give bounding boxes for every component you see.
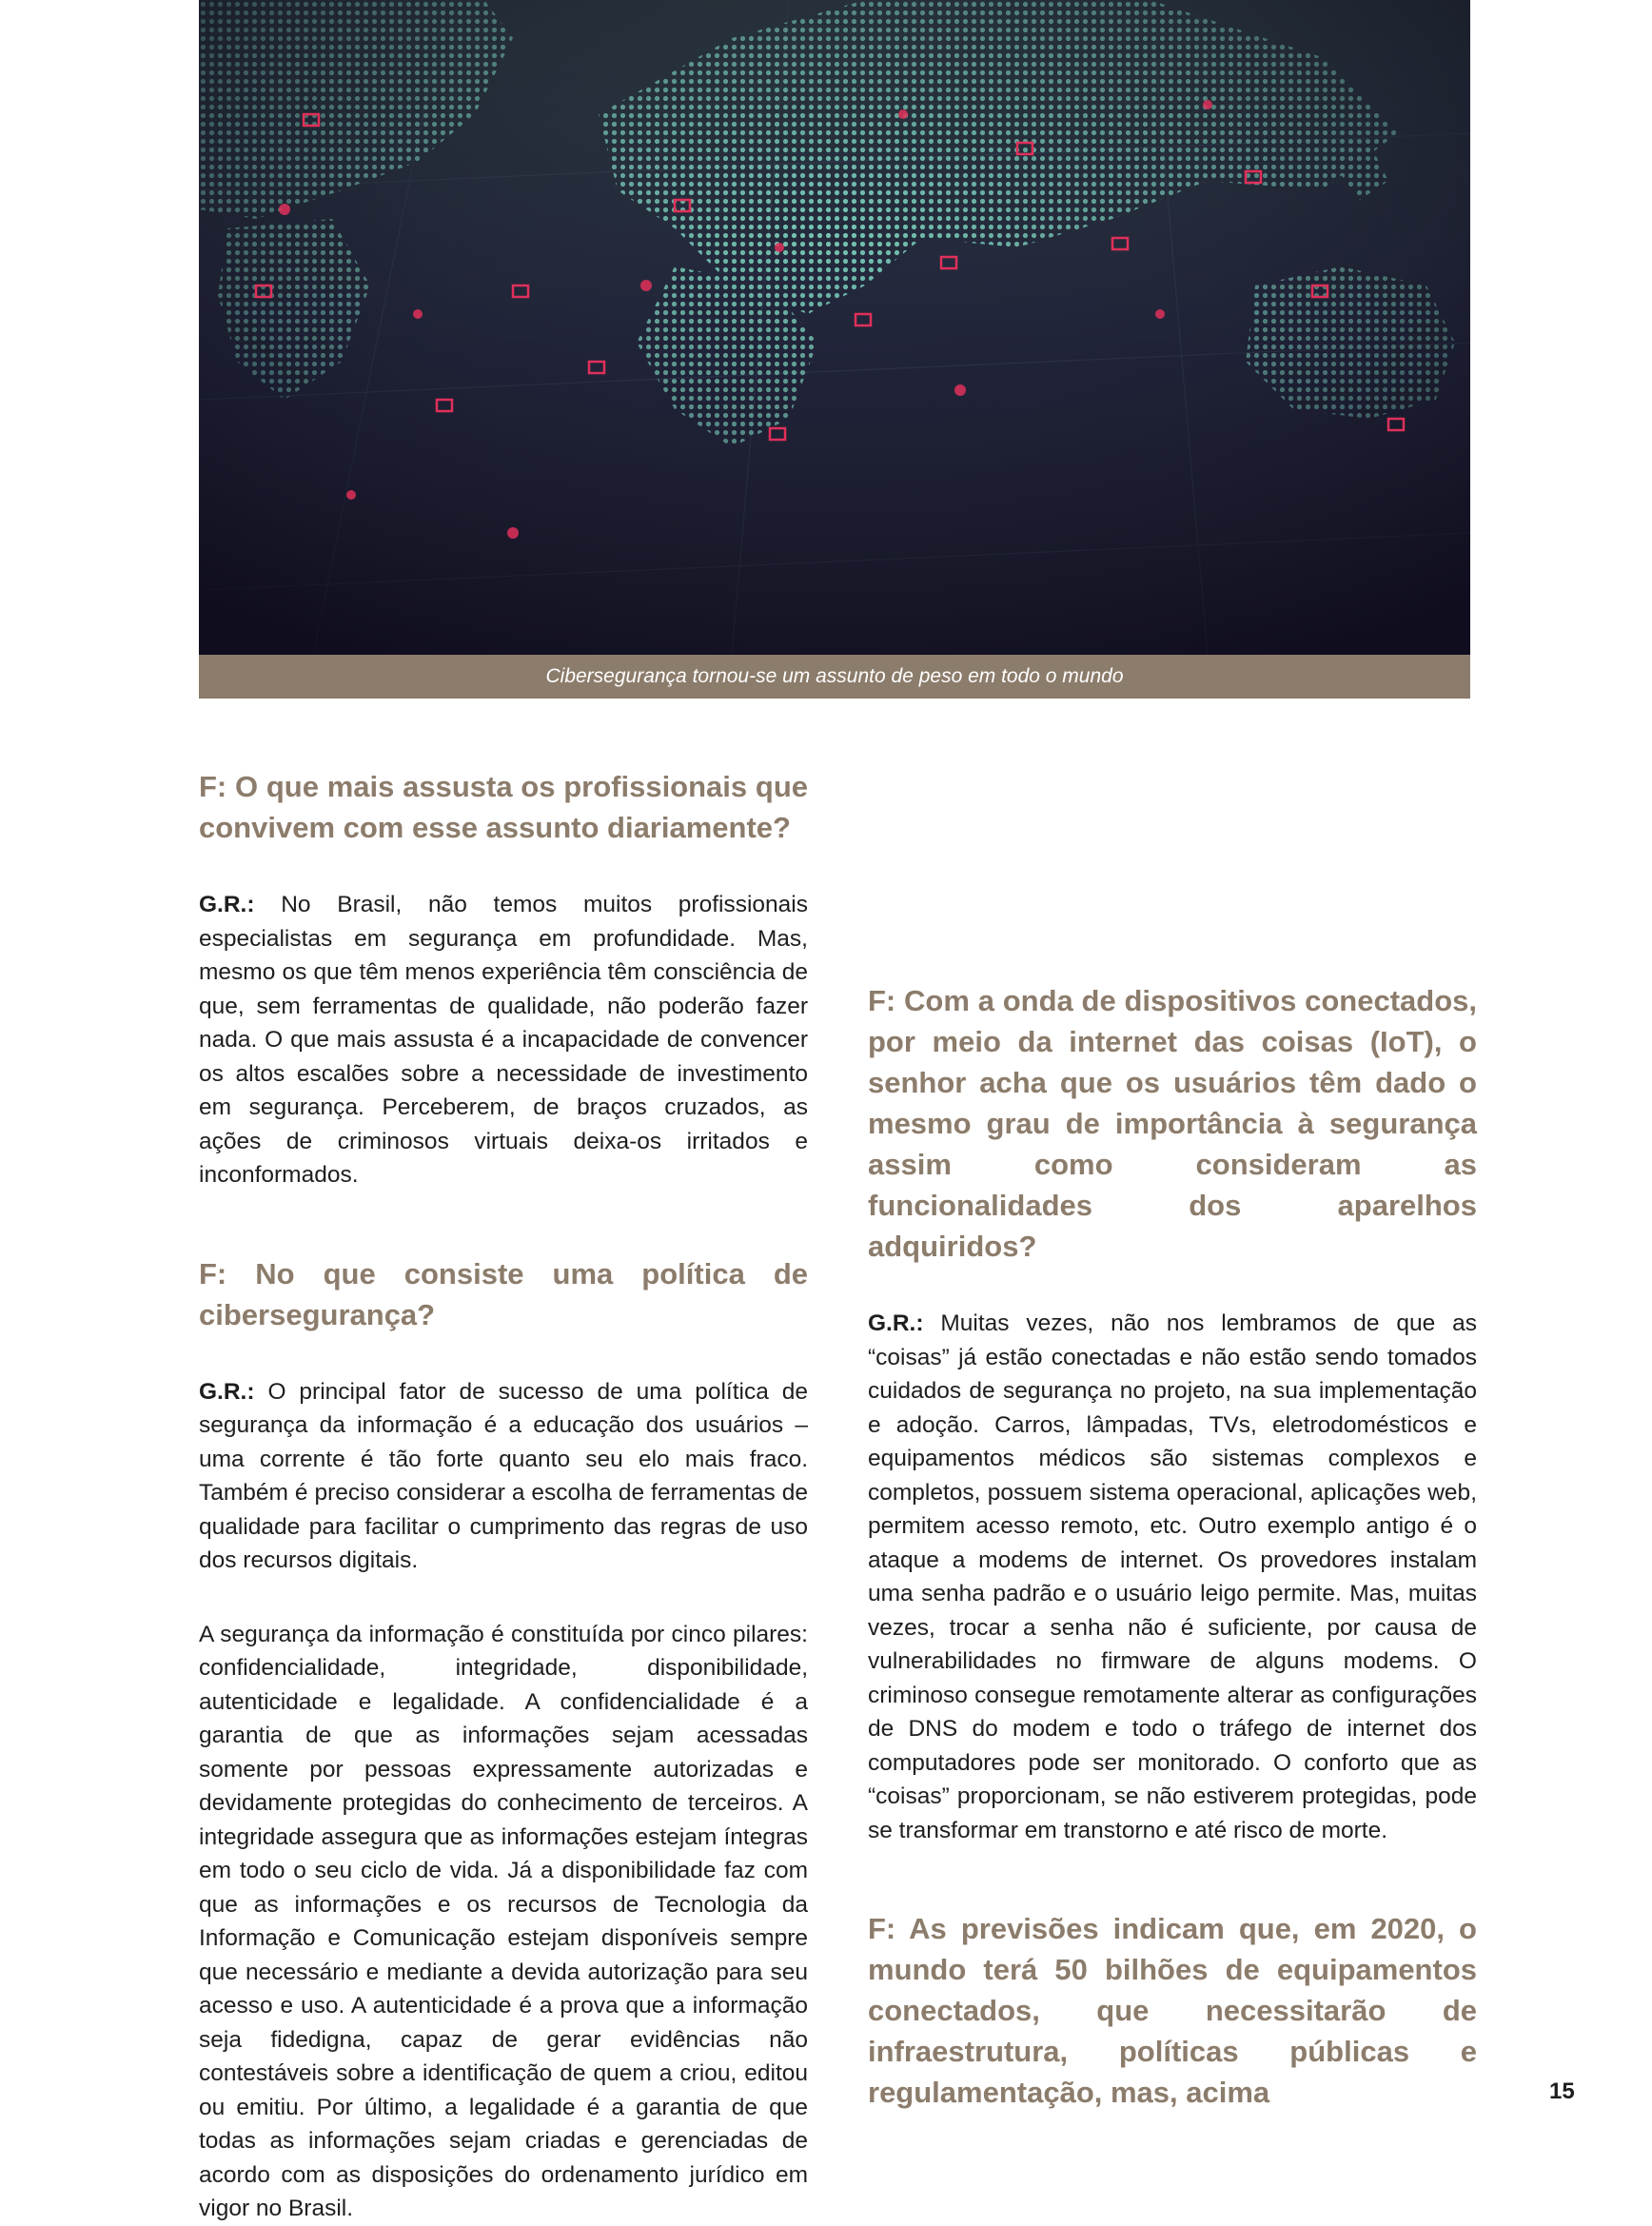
answer-paragraph xyxy=(868,1307,1477,1847)
speaker-label: G.R.: xyxy=(199,1378,255,1405)
speaker-label: G.R.: xyxy=(199,892,255,917)
photo-caption: Cibersegurança tornou-se um assunto de peso em todo o mundo xyxy=(199,655,1470,699)
right-column xyxy=(868,980,1477,2113)
answer-paragraph-continued: A segurança da informação é constituída por cinco pilares: confidencialidade, integridade, disponibilidade, autenticidade e legalidade. A confidencialidade é a garantia de que as informações sejam acessadas somente por pessoas expressamente autorizadas e devidamente protegidas do conhecimento de terceiros. A integridade assegura que as informações estejam íntegras em todo o seu ciclo de vida. Já a disponibilidade faz com que as informações e os recursos de Tecnologia da Informação e Comunicação estejam disponíveis sempre que necessário e mediante a devida autorização para seu acesso e uso. A autenticidade é a prova que a informação seja fidedigna, capaz de gerar evidências não contestáveis sobre a identificação de quem a criou, editou ou emitiu. Por último, a legalidade é a garantia de que todas as informações sejam criadas e gerenciadas de acordo com as disposições do ordenamento jurídico em vigor no Brasil. xyxy=(199,1621,808,2221)
answer-text: No Brasil, não temos muitos profissionais especialistas em segurança em profundidade. Mas, mesmo os que têm menos experiência têm consciência de que, sem ferramentas de qualidade, não poderão fazer nada. O que mais assusta é a incapacidade de convencer os altos escalões sobre a necessidade de investimento em segurança. Perceberem, de braços cruzados, as ações de criminosos virtuais deixa-os irritados e inconformados. xyxy=(199,892,808,1188)
question-heading: F: As previsões indicam que, em 2020, o mundo terá 50 bilhões de equipamentos conectados, que necessitarão de infraestrutura, políticas públicas e regulamentação, mas, acima xyxy=(868,1912,1477,2109)
world-map-illustration xyxy=(199,0,1470,655)
answer-paragraph xyxy=(199,1375,808,1578)
answer-paragraph xyxy=(199,888,808,1192)
answer-text: O principal fator de sucesso de uma política de segurança da informação é a educação dos usuários – uma corrente é tão forte quanto seu elo mais fraco. Também é preciso considerar a escolha de ferramentas de qualidade para facilitar o cumprimento das regras de uso dos recursos digitais. xyxy=(199,1378,808,1573)
question-heading: F: Com a onda de dispositivos conectados, por meio da internet das coisas (IoT), o senhor acha que os usuários têm dado o mesmo grau de importância à segurança assim como consideram as funcionalidades dos aparelhos adquiridos? xyxy=(868,984,1477,1263)
left-column xyxy=(199,766,808,2226)
speaker-label: G.R.: xyxy=(868,1310,924,1336)
page-number: 15 xyxy=(1549,2078,1575,2104)
world-map-photo xyxy=(199,0,1470,655)
question-heading: F: O que mais assusta os profissionais que convivem com esse assunto diariamente? xyxy=(199,770,808,844)
question-heading: F: No que consiste uma política de cibersegurança? xyxy=(199,1256,808,1331)
answer-text: Muitas vezes, não nos lembramos de que as “coisas” já estão conectadas e não estão sendo tomados cuidados de segurança no projeto, na sua implementação e adoção. Carros, lâmpadas, TVs, eletrodomésticos e equipamentos médicos são sistemas complexos e completos, possuem sistema operacional, aplicações web, permitem acesso remoto, etc. Outro exemplo antigo é o ataque a modems de internet. Os provedores instalam uma senha padrão e o usuário leigo permite. Mas, muitas vezes, trocar a senha não é suficiente, por causa de vulnerabilidades no firmware de alguns modems. O criminoso consegue remotamente alterar as configurações de DNS do modem e todo o tráfego de internet dos computadores pode ser monitorado. O conforto que as “coisas” proporcionam, se não estiverem protegidas, pode se transformar em transtorno e até risco de morte. xyxy=(868,1310,1477,1843)
